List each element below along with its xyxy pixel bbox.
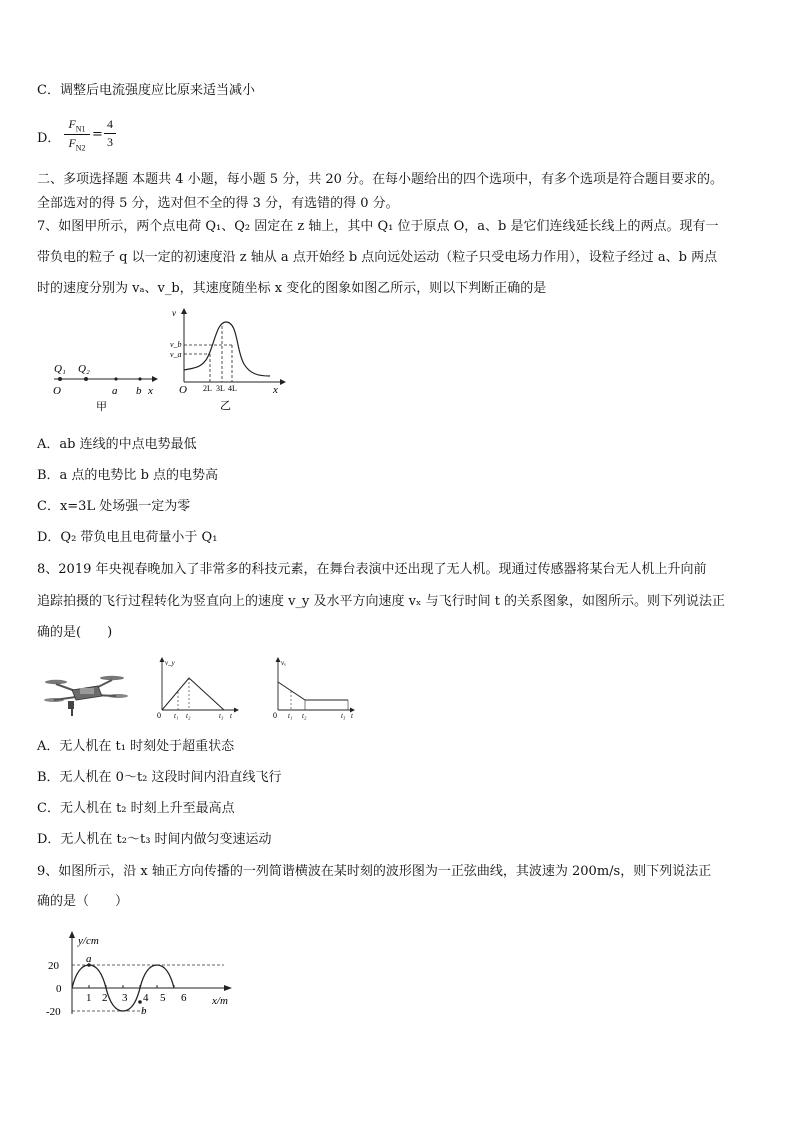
section-2-heading: 二、多项选择题 本题共 4 小题，每小题 5 分，共 20 分。在每小题给出的四个选项中，有多个选项是符合题目要求的。 bbox=[37, 172, 724, 187]
tick-t3: t₃ bbox=[219, 712, 224, 720]
ytick-neg20: -20 bbox=[46, 1006, 61, 1018]
xtick-4: 4 bbox=[143, 992, 149, 1004]
xtick-2: 2 bbox=[102, 992, 108, 1004]
va-label: v_a bbox=[170, 350, 182, 359]
x-axis-label: x/m bbox=[212, 995, 228, 1007]
label-q2: Q₂ bbox=[78, 363, 90, 375]
axis-t-label: t bbox=[351, 712, 353, 720]
label-a: a bbox=[112, 385, 118, 397]
tick-t3: t₃ bbox=[341, 712, 346, 720]
origin-label: O bbox=[179, 384, 187, 396]
label-origin: O bbox=[53, 385, 61, 397]
q7-figure-jia bbox=[48, 350, 163, 412]
caption-jia: 甲 bbox=[96, 401, 107, 412]
xtick-3: 3 bbox=[122, 992, 128, 1004]
q8-graph-vx bbox=[268, 656, 358, 720]
label-q1: Q₁ bbox=[54, 363, 66, 375]
q7-stem-line2: 带负电的粒子 q 以一定的初速度沿 z 轴从 a 点开始经 b 点向远处运动（粒子只受电场力作用），设粒子经过 a、b 两点 bbox=[37, 250, 718, 265]
axis-vy-label: v_y bbox=[165, 659, 175, 667]
q9-stem-line1: 9、如图所示，沿 x 轴正方向传播的一列简谐横波在某时刻的波形图为一正弦曲线，其波速为 200m/s，则下列说法正 bbox=[37, 864, 712, 879]
tick-4l: 4L bbox=[228, 384, 237, 393]
q8-stem-line3: 确的是( ) bbox=[37, 625, 113, 640]
section-2-scoring: 全部选对的得 5 分，选对但不全的得 3 分，有选错的得 0 分。 bbox=[37, 196, 399, 211]
q8-stem-line1: 8、2019 年央视春晚加入了非常多的科技元素，在舞台表演中还出现了无人机。现通过传感器将某台无人机上升向前 bbox=[37, 562, 707, 577]
q8-option-c: C．无人机在 t₂ 时刻上升至最高点 bbox=[37, 801, 235, 816]
tick-3l: 3L bbox=[216, 384, 225, 393]
ytick-20: 20 bbox=[48, 960, 59, 972]
q9-stem-line2: 确的是（ ） bbox=[37, 894, 129, 909]
ytick-0: 0 bbox=[56, 983, 62, 995]
q8-stem-line2: 追踪拍摄的飞行过程转化为竖直向上的速度 v_y 及水平方向速度 vₓ 与飞行时间 t 的关系图象，如图所示。则下列说法正 bbox=[37, 594, 726, 609]
q7-option-a: A．ab 连线的中点电势最低 bbox=[37, 437, 197, 452]
q8-option-b: B．无人机在 0～t₂ 这段时间内沿直线飞行 bbox=[37, 770, 282, 785]
q6-option-d-label: D． bbox=[37, 131, 61, 146]
q7-option-b: B．a 点的电势比 b 点的电势高 bbox=[37, 468, 219, 483]
label-b: b bbox=[136, 385, 142, 397]
q6-option-c: C．调整后电流强度应比原来适当减小 bbox=[37, 83, 255, 98]
axis-vx-label: vₓ bbox=[281, 659, 287, 667]
tick-t1: t₁ bbox=[288, 712, 293, 720]
point-a-label: a bbox=[86, 953, 92, 965]
q7-stem-line1: 7、如图甲所示，两个点电荷 Q₁、Q₂ 固定在 z 轴上，其中 Q₁ 位于原点 O，a、b 是它们连线延长线上的两点。现有一 bbox=[37, 219, 719, 234]
tick-t1: t₁ bbox=[174, 712, 179, 720]
origin-label: 0 bbox=[157, 711, 161, 720]
xtick-6: 6 bbox=[181, 992, 187, 1004]
axis-v-label: v bbox=[172, 308, 176, 318]
tick-2l: 2L bbox=[203, 384, 212, 393]
q7-figure-yi bbox=[170, 308, 290, 412]
q6-option-d-formula: $F_{N1}$ $F_{N2}$ = 4 3 bbox=[64, 117, 124, 157]
q8-option-a: A．无人机在 t₁ 时刻处于超重状态 bbox=[37, 739, 235, 754]
tick-t2: t₂ bbox=[186, 712, 191, 720]
q7-stem-line3: 时的速度分别为 vₐ、v_b，其速度随坐标 x 变化的图象如图乙所示，则以下判断正确的是 bbox=[37, 281, 547, 296]
caption-yi: 乙 bbox=[220, 400, 231, 412]
q9-wave-figure bbox=[44, 930, 244, 1025]
xtick-1: 1 bbox=[86, 992, 92, 1004]
axis-x-label: x bbox=[273, 384, 278, 396]
axis-t-label: t bbox=[230, 712, 232, 720]
xtick-5: 5 bbox=[160, 992, 166, 1004]
vb-label: v_b bbox=[170, 340, 182, 349]
label-x: x bbox=[148, 385, 153, 397]
y-axis-label: y/cm bbox=[78, 935, 99, 947]
drone-image bbox=[42, 670, 128, 720]
q7-option-c: C．x=3L 处场强一定为零 bbox=[37, 499, 191, 514]
q7-option-d: D．Q₂ 带负电且电荷量小于 Q₁ bbox=[37, 530, 218, 545]
tick-t2: t₂ bbox=[302, 712, 307, 720]
q8-graph-vy bbox=[152, 656, 242, 720]
point-b-label: b bbox=[141, 1005, 147, 1017]
origin-label: 0 bbox=[273, 711, 277, 720]
q8-option-d: D．无人机在 t₂～t₃ 时间内做匀变速运动 bbox=[37, 832, 272, 847]
